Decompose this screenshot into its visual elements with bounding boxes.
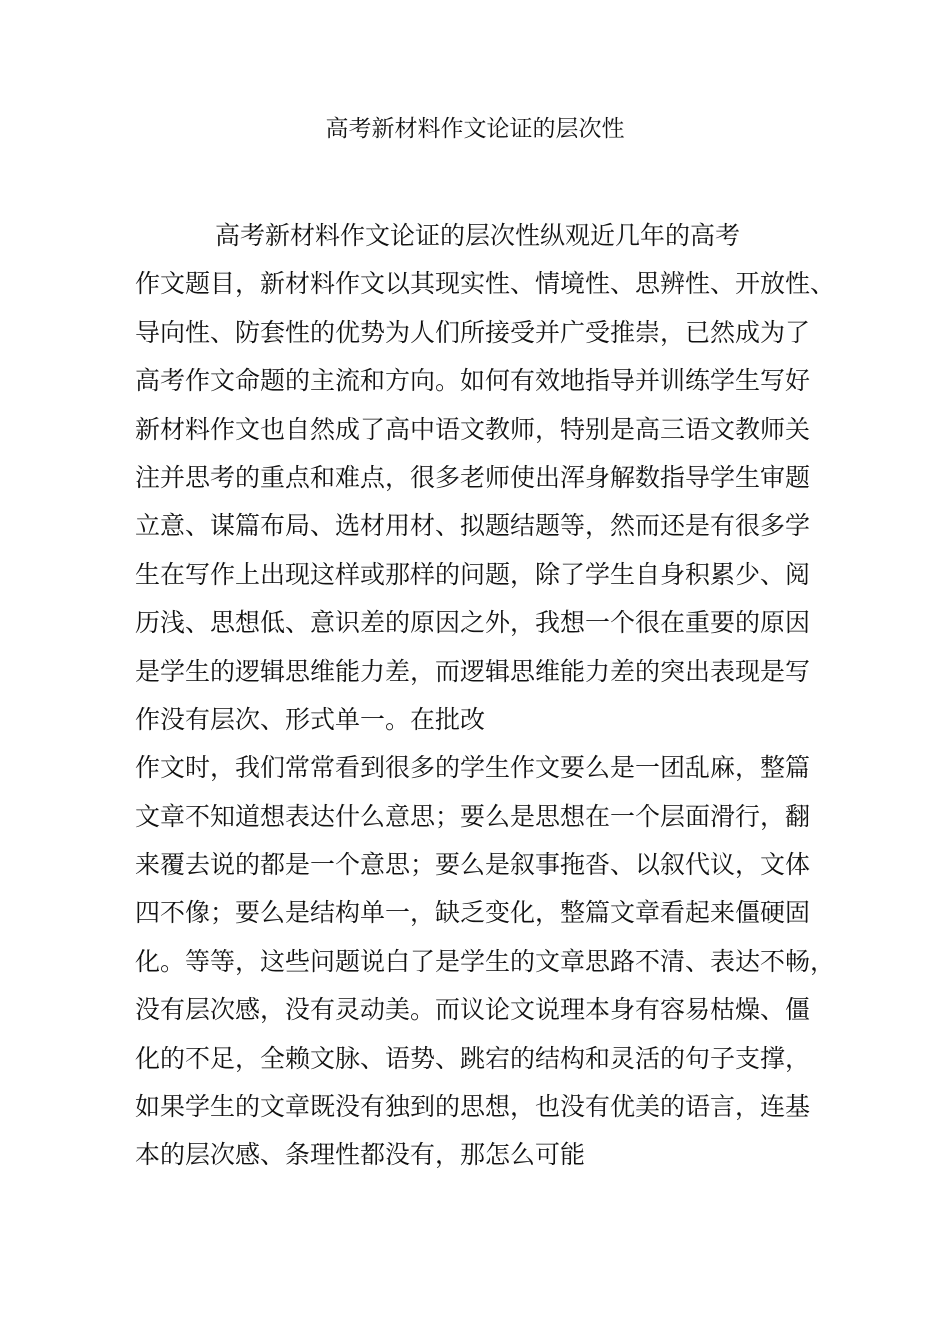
body-line: 是学生的逻辑思维能力差，而逻辑思维能力差的突出表现是写 [135, 656, 811, 686]
body-line: 历浅、思想低、意识差的原因之外，我想一个很在重要的原因 [135, 608, 811, 638]
body-line: 立意、谋篇布局、选材用材、拟题结题等，然而还是有很多学 [135, 511, 811, 541]
body-line: 如果学生的文章既没有独到的思想，也没有优美的语言，连基 [135, 1092, 811, 1122]
body-line: 导向性、防套性的优势为人们所接受并广受推崇，已然成为了 [135, 317, 811, 347]
document-body [135, 212, 855, 1180]
body-line: 作没有层次、形式单一。在批改 [135, 704, 486, 734]
body-line: 新材料作文也自然成了高中语文教师，特别是高三语文教师关 [135, 414, 811, 444]
body-line: 文章不知道想表达什么意思；要么是思想在一个层面滑行，翻 [135, 801, 811, 831]
body-line: 四不像；要么是结构单一，缺乏变化，整篇文章看起来僵硬固 [135, 898, 811, 928]
body-line: 高考作文命题的主流和方向。如何有效地指导并训练学生写好 [135, 366, 811, 396]
body-line: 化。等等，这些问题说白了是学生的文章思路不清、表达不畅， [135, 946, 836, 976]
body-line: 没有层次感，没有灵动美。而议论文说理本身有容易枯燥、僵 [135, 995, 811, 1025]
body-line: 高考新材料作文论证的层次性纵观近几年的高考 [215, 221, 741, 250]
body-line: 生在写作上出现这样或那样的问题，除了学生自身积累少、阅 [135, 559, 811, 589]
body-line: 来覆去说的都是一个意思；要么是叙事拖沓、以叙代议，文体 [135, 850, 811, 880]
body-line: 本的层次感、条理性都没有，那怎么可能 [135, 1140, 586, 1170]
body-line: 作文题目，新材料作文以其现实性、情境性、思辨性、开放性、 [135, 269, 836, 299]
document-title: 高考新材料作文论证的层次性 [325, 116, 625, 142]
body-line: 化的不足，全赖文脉、语势、跳宕的结构和灵活的句子支撑， [135, 1043, 811, 1073]
body-line: 注并思考的重点和难点，很多老师使出浑身解数指导学生审题 [135, 462, 811, 492]
body-line: 作文时，我们常常看到很多的学生作文要么是一团乱麻，整篇 [135, 753, 811, 783]
